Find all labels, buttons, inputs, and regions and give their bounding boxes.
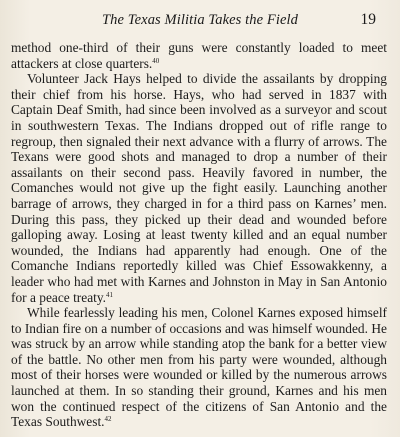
body-text	[11, 40, 387, 430]
page-header	[0, 12, 400, 32]
paragraph-text: Volunteer Jack Hays helped to divide the assailants by dropping their chief from his horse. Hays, who had served in 1837 with Captain Deaf Smith, had since been involved as a surveyor and scout in southwestern Texas. The Indians dropped out of rifle range to regroup, then signaled their next advance with a flurry of arrows. The Texans were good shots and managed to drop a number of their assailants on their second pass. Heavily favored in number, the Comanches would not give up the fight easily. Launching another barrage of arrows, they charged in for a third pass on Karnes’ men. During this pass, they picked up their dead and wounded before galloping away. Losing at least twenty killed and an equal number wounded, the Indians had apparently had enough. One of the Comanche Indians reportedly killed was Chief Essowakkenny, a leader who had met with Karnes and Johnston in May in San Antonio for a peace treaty.	[11, 71, 387, 305]
footnote-ref: 41	[106, 290, 114, 299]
running-head: The Texas Militia Takes the Field	[102, 12, 298, 28]
paragraph	[11, 71, 387, 305]
footnote-ref: 40	[152, 56, 160, 65]
paragraph-continued	[11, 40, 387, 71]
paragraph-text: While fearlessly leading his men, Colonel Karnes exposed himself to Indian fire on a number of occasions and was himself wounded. He was struck by an arrow while standing atop the bank for a better view of the battle. No other men from his party were wounded, although most of their horses were wounded or killed by the numerous arrows launched at them. In so standing their ground, Karnes and his men won the continued respect of the citizens of San Antonio and the Texas Southwest.	[11, 305, 387, 430]
footnote-ref: 42	[104, 415, 112, 424]
paragraph-text: method one-third of their guns were constantly loaded to meet attackers at close quarters.	[11, 40, 387, 71]
page-number: 19	[360, 11, 376, 28]
paragraph	[11, 305, 387, 430]
